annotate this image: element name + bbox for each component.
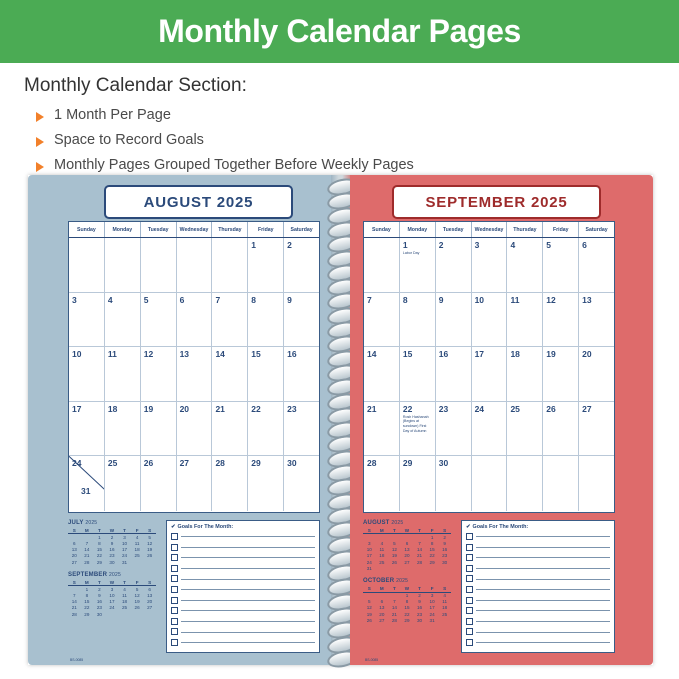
day-cell[interactable] xyxy=(177,293,213,348)
day-number: 5 xyxy=(546,240,552,250)
day-cell[interactable] xyxy=(141,456,177,511)
goal-write-line[interactable] xyxy=(181,536,315,537)
day-number: 25 xyxy=(510,403,520,414)
day-cell[interactable] xyxy=(284,347,319,402)
goal-line[interactable] xyxy=(171,544,315,551)
goal-write-line[interactable] xyxy=(476,610,610,611)
day-number: 22 xyxy=(402,403,413,414)
day-number: 7 xyxy=(367,294,372,305)
week-row xyxy=(364,402,614,457)
goal-write-line[interactable] xyxy=(476,547,610,548)
day-cell[interactable] xyxy=(400,402,436,457)
page-title: Monthly Calendar Pages xyxy=(158,13,521,49)
day-note: Rosh Hashanah (Begins at sundown) First Day of Autumn xyxy=(402,414,429,434)
mini-calendar: OCTOBER 2025 S M T W T F S 1 2 3 4 5 6 7 8 9 10 11 12 13 14 15 16 17 18 19 20 21 22 23 24 25 26 27 28 29 30 31 xyxy=(363,578,455,623)
goal-checkbox[interactable] xyxy=(466,565,473,572)
goal-line[interactable] xyxy=(171,554,315,561)
day-cell[interactable] xyxy=(507,347,543,402)
day-cell[interactable] xyxy=(141,293,177,348)
day-number: 18 xyxy=(107,403,118,414)
day-cell[interactable] xyxy=(543,238,579,293)
day-number: 28 xyxy=(215,458,225,468)
day-number: 22 xyxy=(251,403,261,414)
left-bottom-section xyxy=(68,520,320,653)
dow-header-3: Wednesday xyxy=(472,222,508,237)
day-cell[interactable] xyxy=(105,238,141,293)
day-cell[interactable] xyxy=(543,347,579,402)
day-cell[interactable] xyxy=(105,456,141,511)
feature-list xyxy=(24,107,679,173)
goal-checkbox[interactable] xyxy=(466,607,473,614)
day-cell[interactable] xyxy=(507,456,543,511)
left-month-grid xyxy=(68,221,320,513)
day-number: 10 xyxy=(474,294,485,305)
day-number: 20 xyxy=(582,349,592,359)
right-goal-lines xyxy=(466,533,610,646)
mini-calendar: SEPTEMBER 2025 S M T W T F S 1 2 3 4 5 6 7 8 9 10 11 12 13 14 15 16 17 18 19 20 21 22 23 24 25 26 27 28 29 30 xyxy=(68,572,160,617)
goal-checkbox[interactable] xyxy=(466,597,473,604)
goal-line[interactable] xyxy=(466,639,610,646)
day-number: 14 xyxy=(367,349,377,359)
day-number: 27 xyxy=(179,458,190,468)
goal-checkbox[interactable] xyxy=(466,544,473,551)
week-row xyxy=(364,456,614,511)
goals-label: Goals For The Month: xyxy=(472,524,529,530)
day-number: 2 xyxy=(438,240,444,250)
day-cell[interactable] xyxy=(177,456,213,511)
goal-line[interactable] xyxy=(171,533,315,540)
day-cell[interactable] xyxy=(472,238,508,293)
day-number: 6 xyxy=(582,240,587,250)
left-weeks xyxy=(69,238,319,511)
day-number: 12 xyxy=(546,294,556,305)
week-row xyxy=(69,456,319,511)
dow-header-1: Monday xyxy=(105,222,141,237)
goal-checkbox[interactable] xyxy=(171,639,178,646)
day-cell[interactable] xyxy=(284,293,319,348)
day-cell[interactable] xyxy=(69,456,105,511)
day-cell[interactable] xyxy=(69,347,105,402)
goal-write-line[interactable] xyxy=(476,621,610,622)
goal-checkbox[interactable] xyxy=(466,554,473,561)
day-cell[interactable] xyxy=(579,402,614,457)
goal-checkbox[interactable] xyxy=(466,618,473,625)
left-goals-box xyxy=(166,520,320,653)
day-number: 7 xyxy=(215,294,221,305)
right-imprint: BS-0085 xyxy=(365,658,379,662)
goal-checkbox[interactable] xyxy=(466,639,473,646)
mini-calendar: AUGUST 2025 S M T W T F S 1 2 3 4 5 6 7 8 9 10 11 12 13 14 15 16 17 18 19 20 21 22 23 24 25 26 27 28 29 30 31 xyxy=(363,520,455,571)
goal-write-line[interactable] xyxy=(181,600,315,601)
day-cell[interactable] xyxy=(579,456,614,511)
goal-checkbox[interactable] xyxy=(171,554,178,561)
week-row xyxy=(364,293,614,348)
mini-calendar-title: JULY 2025 xyxy=(68,520,98,526)
day-cell[interactable] xyxy=(472,456,508,511)
goal-write-line[interactable] xyxy=(476,557,610,558)
goal-write-line[interactable] xyxy=(476,642,610,643)
day-number: 30 xyxy=(438,458,449,468)
check-icon: ✔ xyxy=(466,524,471,530)
day-cell[interactable] xyxy=(212,293,248,348)
day-number: 5 xyxy=(143,294,149,305)
arrow-icon xyxy=(36,162,44,172)
dow-header-3: Wednesday xyxy=(177,222,213,237)
goal-line[interactable] xyxy=(466,628,610,635)
goal-write-line[interactable] xyxy=(476,589,610,590)
day-cell[interactable] xyxy=(436,347,472,402)
day-cell[interactable] xyxy=(248,238,284,293)
list-item xyxy=(36,157,679,173)
day-cell[interactable] xyxy=(400,347,436,402)
intro-section xyxy=(0,63,679,173)
list-item-label: Space to Record Goals xyxy=(54,132,204,148)
day-number: 9 xyxy=(438,294,444,305)
goal-checkbox[interactable] xyxy=(171,575,178,582)
right-weeks xyxy=(364,238,614,511)
week-row xyxy=(69,347,319,402)
day-cell[interactable] xyxy=(248,347,284,402)
check-icon: ✔ xyxy=(171,524,176,530)
left-mini-calendars xyxy=(68,520,160,653)
day-number: 14 xyxy=(215,349,225,359)
day-number: 12 xyxy=(143,349,154,359)
day-cell[interactable] xyxy=(400,293,436,348)
goal-line[interactable] xyxy=(466,607,610,614)
day-cell[interactable] xyxy=(579,238,614,293)
day-cell[interactable] xyxy=(472,347,508,402)
goal-line[interactable] xyxy=(466,544,610,551)
dow-header-4: Thursday xyxy=(507,222,543,237)
goal-checkbox[interactable] xyxy=(466,575,473,582)
day-number: 17 xyxy=(474,349,485,359)
day-cell[interactable] xyxy=(284,402,319,457)
day-cell[interactable] xyxy=(472,402,508,457)
day-number: 16 xyxy=(287,349,297,359)
day-number: 23 xyxy=(287,403,297,414)
goal-line[interactable] xyxy=(466,618,610,625)
goal-line[interactable] xyxy=(171,586,315,593)
dow-header-4: Thursday xyxy=(212,222,248,237)
goal-write-line[interactable] xyxy=(476,632,610,633)
dow-header-5: Friday xyxy=(248,222,284,237)
day-number: 9 xyxy=(287,294,292,305)
mini-calendar-title: SEPTEMBER 2025 xyxy=(68,572,121,579)
goal-write-line[interactable] xyxy=(476,579,610,580)
goal-line[interactable] xyxy=(171,628,315,635)
day-number: 26 xyxy=(143,458,154,468)
right-goals-box xyxy=(461,520,615,653)
right-page xyxy=(350,175,653,665)
dow-header-1: Monday xyxy=(400,222,436,237)
day-cell[interactable] xyxy=(141,238,177,293)
day-cell[interactable] xyxy=(364,402,400,457)
list-item-label: 1 Month Per Page xyxy=(54,107,171,123)
goals-label: Goals For The Month: xyxy=(177,524,234,530)
day-number: 4 xyxy=(107,294,113,305)
day-number: 10 xyxy=(72,349,82,359)
goal-write-line[interactable] xyxy=(181,632,315,633)
arrow-icon xyxy=(36,112,44,122)
dow-header-6: Saturday xyxy=(284,222,319,237)
goal-line[interactable] xyxy=(171,618,315,625)
day-note: Labor Day xyxy=(402,251,420,255)
day-cell[interactable] xyxy=(436,293,472,348)
day-cell[interactable] xyxy=(105,402,141,457)
goal-write-line[interactable] xyxy=(181,579,315,580)
day-number: 23 xyxy=(438,403,449,414)
left-month-title: AUGUST 2025 xyxy=(104,185,293,219)
day-cell[interactable] xyxy=(507,402,543,457)
day-number: 27 xyxy=(582,403,592,414)
day-cell[interactable] xyxy=(543,402,579,457)
day-cell[interactable] xyxy=(248,456,284,511)
day-number: 19 xyxy=(546,349,556,359)
day-cell[interactable] xyxy=(364,456,400,511)
day-number: 30 xyxy=(287,458,297,468)
day-cell[interactable] xyxy=(436,456,472,511)
day-cell[interactable] xyxy=(364,238,400,293)
spiral-binding xyxy=(331,175,350,665)
right-bottom-section xyxy=(363,520,615,653)
mini-calendar-title: OCTOBER 2025 xyxy=(363,578,409,585)
day-number: 29 xyxy=(251,458,261,468)
day-number: 15 xyxy=(251,349,261,359)
dow-header-6: Saturday xyxy=(579,222,614,237)
day-number: 13 xyxy=(582,294,592,305)
goal-line[interactable] xyxy=(466,586,610,593)
day-number: 24 xyxy=(72,458,82,468)
day-number: 1 xyxy=(251,240,257,250)
goal-checkbox[interactable] xyxy=(171,607,178,614)
goal-checkbox[interactable] xyxy=(466,586,473,593)
goal-checkbox[interactable] xyxy=(171,565,178,572)
day-number: 1 xyxy=(402,240,408,250)
day-cell[interactable] xyxy=(141,402,177,457)
day-cell[interactable] xyxy=(212,456,248,511)
left-goal-lines xyxy=(171,533,315,646)
day-cell[interactable] xyxy=(543,456,579,511)
planner-spread xyxy=(28,175,653,665)
right-dow-row xyxy=(364,222,614,237)
day-number-secondary: 31 xyxy=(81,486,91,496)
day-cell[interactable] xyxy=(212,238,248,293)
goal-write-line[interactable] xyxy=(181,642,315,643)
mini-calendar: JULY 2025 S M T W T F S 1 2 3 4 5 6 7 8 9 10 11 12 13 14 15 16 17 18 19 20 21 22 23 24 25 26 27 28 29 30 31 xyxy=(68,520,160,565)
day-number: 2 xyxy=(287,240,292,250)
week-row xyxy=(364,238,614,293)
left-page xyxy=(28,175,331,665)
left-imprint: BS-0085 xyxy=(70,658,84,662)
goal-write-line[interactable] xyxy=(181,547,315,548)
day-cell[interactable] xyxy=(507,238,543,293)
day-number: 29 xyxy=(402,458,413,468)
day-cell[interactable] xyxy=(69,402,105,457)
day-cell[interactable] xyxy=(248,402,284,457)
week-row xyxy=(69,293,319,348)
header-banner xyxy=(0,0,679,63)
goal-write-line[interactable] xyxy=(181,568,315,569)
day-cell[interactable] xyxy=(543,293,579,348)
goal-write-line[interactable] xyxy=(476,600,610,601)
day-cell[interactable] xyxy=(364,347,400,402)
day-number: 20 xyxy=(179,403,190,414)
day-cell[interactable] xyxy=(141,347,177,402)
day-number: 8 xyxy=(251,294,257,305)
day-number: 13 xyxy=(179,349,190,359)
week-row xyxy=(69,238,319,293)
goal-line[interactable] xyxy=(171,607,315,614)
day-cell[interactable] xyxy=(284,238,319,293)
goal-checkbox[interactable] xyxy=(171,586,178,593)
day-number: 16 xyxy=(438,349,449,359)
right-goals-heading xyxy=(466,524,610,530)
goal-line[interactable] xyxy=(171,565,315,572)
day-number: 17 xyxy=(72,403,82,414)
day-cell[interactable] xyxy=(69,293,105,348)
goal-line[interactable] xyxy=(171,575,315,582)
day-cell[interactable] xyxy=(579,347,614,402)
goal-write-line[interactable] xyxy=(181,589,315,590)
goal-checkbox[interactable] xyxy=(171,618,178,625)
goal-line[interactable] xyxy=(171,639,315,646)
goal-checkbox[interactable] xyxy=(466,628,473,635)
day-cell[interactable] xyxy=(212,402,248,457)
day-cell[interactable] xyxy=(284,456,319,511)
right-month-title: SEPTEMBER 2025 xyxy=(392,185,601,219)
list-item-label: Monthly Pages Grouped Together Before Weekly Pages xyxy=(54,157,414,173)
dow-header-0: Sunday xyxy=(364,222,400,237)
dow-header-2: Tuesday xyxy=(436,222,472,237)
goal-checkbox[interactable] xyxy=(171,628,178,635)
day-number: 25 xyxy=(107,458,118,468)
day-number: 19 xyxy=(143,403,154,414)
day-number: 4 xyxy=(510,240,516,250)
split-day-divider xyxy=(69,456,104,511)
goal-line[interactable] xyxy=(466,597,610,604)
day-number: 3 xyxy=(474,240,480,250)
day-number: 24 xyxy=(474,403,485,414)
day-cell[interactable] xyxy=(507,293,543,348)
day-number: 26 xyxy=(546,403,556,414)
day-cell[interactable] xyxy=(436,238,472,293)
goal-line[interactable] xyxy=(466,554,610,561)
goal-checkbox[interactable] xyxy=(171,544,178,551)
left-goals-heading xyxy=(171,524,315,530)
dow-header-5: Friday xyxy=(543,222,579,237)
goal-write-line[interactable] xyxy=(181,610,315,611)
right-month-grid xyxy=(363,221,615,513)
goal-write-line[interactable] xyxy=(181,621,315,622)
list-item xyxy=(36,132,679,148)
day-cell[interactable] xyxy=(579,293,614,348)
goal-line[interactable] xyxy=(466,533,610,540)
goal-line[interactable] xyxy=(171,597,315,604)
goal-write-line[interactable] xyxy=(476,536,610,537)
day-cell[interactable] xyxy=(364,293,400,348)
day-number: 21 xyxy=(367,403,377,414)
list-item xyxy=(36,107,679,123)
day-cell[interactable] xyxy=(177,238,213,293)
day-number: 28 xyxy=(367,458,377,468)
day-number: 11 xyxy=(510,294,520,305)
day-cell[interactable] xyxy=(248,293,284,348)
day-cell[interactable] xyxy=(400,238,436,293)
goal-checkbox[interactable] xyxy=(171,533,178,540)
goal-checkbox[interactable] xyxy=(466,533,473,540)
goal-write-line[interactable] xyxy=(181,557,315,558)
day-cell[interactable] xyxy=(105,347,141,402)
dow-header-2: Tuesday xyxy=(141,222,177,237)
day-cell[interactable] xyxy=(472,293,508,348)
day-number: 18 xyxy=(510,349,520,359)
goal-checkbox[interactable] xyxy=(171,597,178,604)
day-number: 11 xyxy=(107,349,117,359)
day-number: 6 xyxy=(179,294,185,305)
section-heading: Monthly Calendar Section: xyxy=(24,75,247,96)
day-cell[interactable] xyxy=(177,402,213,457)
day-cell[interactable] xyxy=(400,456,436,511)
day-number: 3 xyxy=(72,294,77,305)
goal-line[interactable] xyxy=(466,575,610,582)
day-cell[interactable] xyxy=(212,347,248,402)
goal-write-line[interactable] xyxy=(476,568,610,569)
day-number: 8 xyxy=(402,294,408,305)
week-row xyxy=(69,402,319,457)
week-row xyxy=(364,347,614,402)
day-cell[interactable] xyxy=(105,293,141,348)
right-mini-calendars xyxy=(363,520,455,653)
left-dow-row xyxy=(69,222,319,237)
day-cell[interactable] xyxy=(177,347,213,402)
day-cell[interactable] xyxy=(436,402,472,457)
day-number: 15 xyxy=(402,349,413,359)
goal-line[interactable] xyxy=(466,565,610,572)
day-number: 21 xyxy=(215,403,225,414)
arrow-icon xyxy=(36,137,44,147)
mini-calendar-title: AUGUST 2025 xyxy=(363,520,404,526)
day-cell[interactable] xyxy=(69,238,105,293)
dow-header-0: Sunday xyxy=(69,222,105,237)
